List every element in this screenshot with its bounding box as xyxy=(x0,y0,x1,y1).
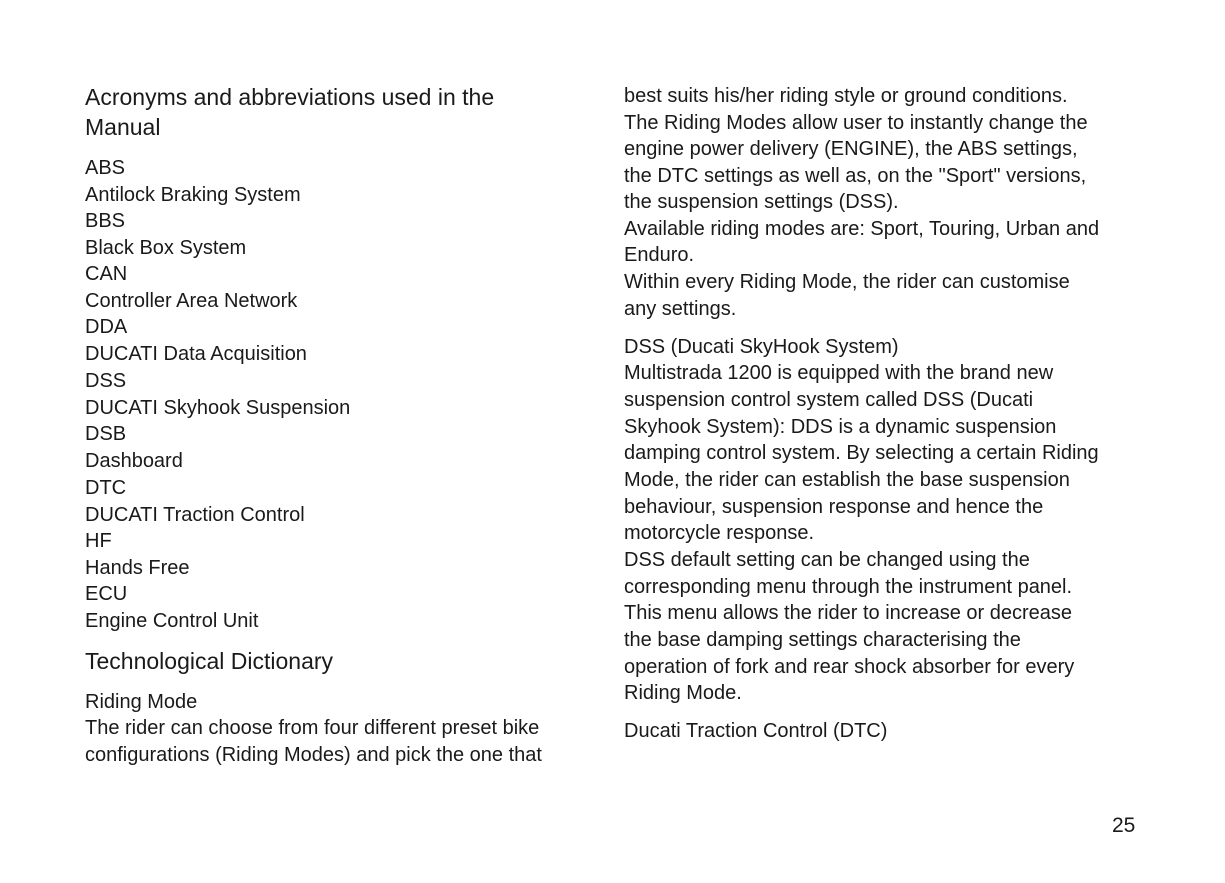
acronym-abbr: BBS xyxy=(85,210,126,232)
riding-mode-cont-line: the DTC settings as well as, on the "Sport" versions, xyxy=(624,165,1087,187)
riding-mode-cont-line: best suits his/her riding style or ground conditions. xyxy=(624,85,1068,107)
acronyms-heading-line-1: Acronyms and abbreviations used in the xyxy=(85,84,495,110)
acronym-full: Dashboard xyxy=(85,450,183,472)
acronym-abbr: DDA xyxy=(85,316,128,338)
acronym-abbr: HF xyxy=(85,530,112,552)
dss-text-line: Mode, the rider can establish the base suspension xyxy=(624,469,1070,491)
acronym-abbr: DSB xyxy=(85,423,127,445)
acronym-full: Controller Area Network xyxy=(85,290,298,312)
page-number: 25 xyxy=(1112,814,1136,837)
acronym-full: Hands Free xyxy=(85,557,190,579)
acronym-abbr: ECU xyxy=(85,583,128,605)
riding-mode-cont-line: the suspension settings (DSS). xyxy=(624,191,899,213)
riding-mode-cont-line: The Riding Modes allow user to instantly change the xyxy=(624,112,1088,134)
dss-text-line: corresponding menu through the instrument panel. xyxy=(624,576,1073,598)
riding-mode-title: Riding Mode xyxy=(85,691,198,713)
dtc-title: Ducati Traction Control (DTC) xyxy=(624,720,888,742)
dss-title: DSS (Ducati SkyHook System) xyxy=(624,336,899,358)
acronym-abbr: CAN xyxy=(85,263,128,285)
dss-text-line: damping control system. By selecting a certain Riding xyxy=(624,442,1099,464)
dss-text-line: Multistrada 1200 is equipped with the brand new xyxy=(624,362,1054,384)
acronym-full: DUCATI Traction Control xyxy=(85,504,305,526)
acronym-abbr: DTC xyxy=(85,477,127,499)
dss-text-line: DSS default setting can be changed using the xyxy=(624,549,1030,571)
acronym-abbr: DSS xyxy=(85,370,127,392)
acronym-full: Black Box System xyxy=(85,237,247,259)
dss-text-line: This menu allows the rider to increase or decrease xyxy=(624,602,1072,624)
riding-mode-text-line: The rider can choose from four different preset bike xyxy=(85,717,540,739)
dss-text-line: the base damping settings characterising the xyxy=(624,629,1021,651)
dss-text-line: Riding Mode. xyxy=(624,682,742,704)
acronym-full: DUCATI Skyhook Suspension xyxy=(85,397,351,419)
dss-text-line: behaviour, suspension response and hence the xyxy=(624,496,1044,518)
riding-mode-cont-line: engine power delivery (ENGINE), the ABS settings, xyxy=(624,138,1078,160)
riding-mode-cont-line: Within every Riding Mode, the rider can customise xyxy=(624,271,1070,293)
acronym-abbr: ABS xyxy=(85,157,126,179)
acronym-full: DUCATI Data Acquisition xyxy=(85,343,307,365)
acronyms-heading-line-2: Manual xyxy=(85,114,161,140)
riding-mode-cont-line: Enduro. xyxy=(624,244,695,266)
riding-mode-cont-line: Available riding modes are: Sport, Touring, Urban and xyxy=(624,218,1100,240)
acronym-full: Engine Control Unit xyxy=(85,610,259,632)
riding-mode-text-line: configurations (Riding Modes) and pick the one that xyxy=(85,744,542,766)
riding-mode-cont-line: any settings. xyxy=(624,298,737,320)
dss-text-line: motorcycle response. xyxy=(624,522,815,544)
dss-text-line: Skyhook System): DDS is a dynamic suspension xyxy=(624,416,1057,438)
dss-text-line: operation of fork and rear shock absorber for every xyxy=(624,656,1075,678)
dss-text-line: suspension control system called DSS (Ducati xyxy=(624,389,1034,411)
acronym-full: Antilock Braking System xyxy=(85,184,301,206)
tech-dictionary-heading: Technological Dictionary xyxy=(85,648,334,674)
